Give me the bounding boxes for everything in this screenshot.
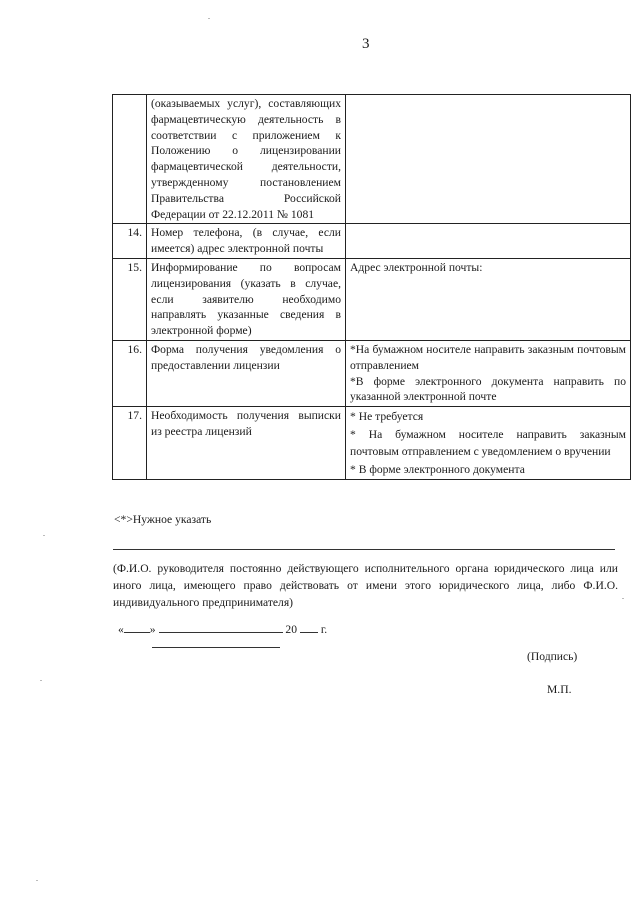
row-number: 17. (113, 407, 147, 480)
registry-extract-options (346, 407, 631, 480)
page-number: 3 (362, 36, 370, 52)
day-blank[interactable] (124, 620, 150, 633)
table-row (113, 258, 631, 340)
row-description: Форма получения уведомления о предоставлении лицензии (147, 340, 346, 406)
signature-blank-line[interactable] (152, 647, 280, 648)
scan-speck (43, 535, 45, 536)
email-label: Адрес электронной почты: (350, 260, 483, 274)
close-quote: » (149, 623, 156, 636)
signature-label: (Подпись) (527, 650, 578, 663)
date-line (118, 620, 327, 636)
table-row (113, 224, 631, 259)
scan-speck (208, 18, 210, 19)
row-answer-cell[interactable] (346, 95, 631, 224)
table-row (113, 340, 631, 406)
year-suffix: г. (320, 623, 328, 636)
row-number: 16. (113, 340, 147, 406)
table-row (113, 95, 631, 224)
row-number: 15. (113, 258, 147, 340)
signatory-caption: (Ф.И.О. руководителя постоянно действующего исполнительного органа юридического лица или иного лица, имеющего право действовать от имени этого юридического лица, либо Ф.И.О. индивидуального предпринимателя) (113, 562, 618, 609)
scan-speck (622, 598, 624, 599)
email-answer-cell[interactable] (346, 258, 631, 340)
stamp-label: М.П. (547, 683, 572, 696)
option-paper-mail[interactable]: *На бумажном носителе направить заказным почтовым отправлением (350, 342, 626, 372)
phone-email-answer-cell[interactable] (346, 224, 631, 259)
name-signature-line[interactable] (113, 549, 615, 550)
license-notice-options (346, 340, 631, 406)
scan-speck (36, 880, 38, 881)
year-prefix: 20 (285, 623, 297, 636)
option-not-required[interactable]: * Не требуется (350, 410, 424, 424)
row-description: (оказываемых услуг), составляющих фармацевтическую деятельность в соответствии с приложением к Положению о лицензировании фармацевтической деятельности, утвержденному постановлением Правительства Российской Федерации от 22.12.2011 № 1081 (147, 95, 346, 224)
table-row (113, 407, 631, 480)
scan-speck (40, 680, 42, 681)
open-quote: « (118, 623, 124, 636)
option-paper-mail-receipt[interactable]: * На бумажном носителе направить заказным почтовым отправлением с уведомлением о вручении (350, 427, 626, 459)
row-description: Номер телефона, (в случае, если имеется) адрес электронной почты (147, 224, 346, 259)
row-description: Информирование по вопросам лицензирования (указать в случае, если заявителю необходимо направлять указанные сведения в электронной форме) (147, 258, 346, 340)
row-number: 14. (113, 224, 147, 259)
year-blank[interactable] (300, 620, 318, 633)
option-electronic-email[interactable]: *В форме электронного документа направить по указанной электронной почте (350, 374, 626, 404)
license-form-table (112, 94, 631, 480)
option-electronic-document[interactable]: * В форме электронного документа (350, 462, 525, 476)
footnote: <*>Нужное указать (114, 513, 212, 526)
row-description: Необходимость получения выписки из реестра лицензий (147, 407, 346, 480)
month-blank[interactable] (159, 620, 283, 633)
row-number-cell (113, 95, 147, 224)
